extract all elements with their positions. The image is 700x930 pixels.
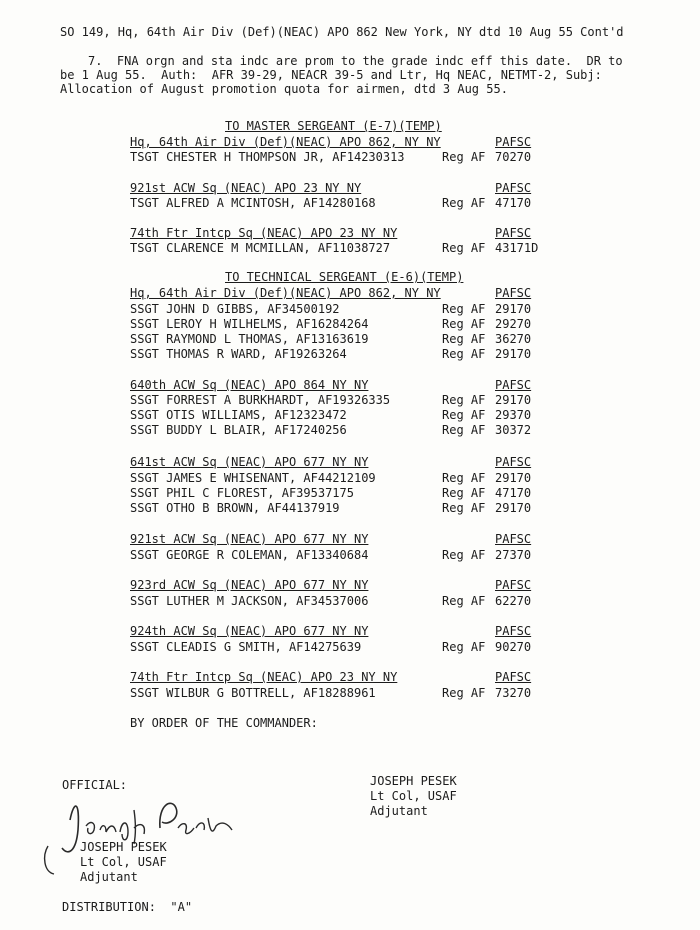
afsc-code: 30372: [495, 423, 532, 437]
roster-row: [130, 332, 550, 346]
airman-name: TSGT CHESTER H THOMPSON JR, AF14230313: [130, 150, 405, 164]
commander-signature-block: [370, 774, 457, 819]
airman-name: SSGT THOMAS R WARD, AF19263264: [130, 347, 347, 361]
airman-name: SSGT JAMES E WHISENANT, AF44212109: [130, 471, 376, 485]
afsc-code: 36270: [495, 332, 532, 346]
afsc-code: 70270: [495, 150, 532, 164]
component: Reg AF: [442, 548, 486, 562]
component: Reg AF: [442, 332, 486, 346]
signer-name: JOSEPH PESEK: [370, 774, 457, 788]
roster-row: [130, 408, 550, 422]
airman-name: SSGT FORREST A BURKHARDT, AF19326335: [130, 393, 391, 407]
official-label: OFFICIAL:: [62, 778, 128, 792]
roster-row: [130, 302, 550, 316]
component: Reg AF: [442, 241, 486, 255]
airman-name: TSGT ALFRED A MCINTOSH, AF14280168: [130, 196, 376, 210]
official-signature-block: [80, 840, 167, 885]
unit-name: 74th Ftr Intcp Sq (NEAC) APO 23 NY NY: [130, 670, 398, 684]
airman-name: TSGT CLARENCE M MCMILLAN, AF11038727: [130, 241, 391, 255]
paragraph-line-1: 7. FNA orgn and sta indc are prom to the grade indc eff this date. DR to: [88, 54, 623, 68]
airman-name: SSGT CLEADIS G SMITH, AF14275639: [130, 640, 362, 654]
unit-name: 74th Ftr Intcp Sq (NEAC) APO 23 NY NY: [130, 226, 398, 240]
order-header: SO 149, Hq, 64th Air Div (Def)(NEAC) APO 862 New York, NY dtd 10 Aug 55 Cont'd: [60, 25, 624, 39]
airman-name: SSGT PHIL C FLOREST, AF39537175: [130, 486, 354, 500]
section-title-technical-sergeant: TO TECHNICAL SERGEANT (E-6)(TEMP): [225, 270, 464, 284]
component: Reg AF: [442, 471, 486, 485]
component: Reg AF: [442, 594, 486, 608]
by-order-line: BY ORDER OF THE COMMANDER:: [130, 716, 318, 730]
unit-name: Hq, 64th Air Div (Def)(NEAC) APO 862, NY NY: [130, 135, 441, 149]
component: Reg AF: [442, 486, 486, 500]
afsc-code: 29370: [495, 408, 532, 422]
component: Reg AF: [442, 686, 486, 700]
afsc-code: 29170: [495, 347, 532, 361]
component: Reg AF: [442, 423, 486, 437]
signer-title: Adjutant: [370, 804, 428, 818]
roster-row: [130, 393, 550, 407]
unit-name: 640th ACW Sq (NEAC) APO 864 NY NY: [130, 378, 369, 392]
component: Reg AF: [442, 196, 486, 210]
component: Reg AF: [442, 347, 486, 361]
unit-name: 921st ACW Sq (NEAC) APO 23 NY NY: [130, 181, 362, 195]
afsc-code: 43171D: [495, 241, 539, 255]
roster-row: [130, 317, 550, 331]
afsc-code: 29270: [495, 317, 532, 331]
afsc-label: PAFSC: [495, 378, 532, 392]
afsc-code: 90270: [495, 640, 532, 654]
afsc-label: PAFSC: [495, 286, 532, 300]
roster-row: [130, 423, 550, 437]
unit-name: 924th ACW Sq (NEAC) APO 677 NY NY: [130, 624, 369, 638]
roster-row: [130, 486, 550, 500]
component: Reg AF: [442, 408, 486, 422]
roster-row: [130, 686, 550, 700]
afsc-label: PAFSC: [495, 226, 532, 240]
signer-name: JOSEPH PESEK: [80, 840, 167, 854]
afsc-label: PAFSC: [495, 532, 532, 546]
unit-name: 923rd ACW Sq (NEAC) APO 677 NY NY: [130, 578, 369, 592]
airman-name: SSGT LEROY H WILHELMS, AF16284264: [130, 317, 369, 331]
afsc-code: 27370: [495, 548, 532, 562]
airman-name: SSGT LUTHER M JACKSON, AF34537006: [130, 594, 369, 608]
component: Reg AF: [442, 393, 486, 407]
afsc-code: 29170: [495, 471, 532, 485]
afsc-code: 29170: [495, 393, 532, 407]
roster-row: [130, 594, 550, 608]
airman-name: SSGT OTHO B BROWN, AF44137919: [130, 501, 340, 515]
roster-row: [130, 640, 550, 654]
airman-name: SSGT OTIS WILLIAMS, AF12323472: [130, 408, 347, 422]
roster-row: [130, 196, 550, 210]
afsc-label: PAFSC: [495, 578, 532, 592]
afsc-label: PAFSC: [495, 181, 532, 195]
afsc-code: 47170: [495, 196, 532, 210]
component: Reg AF: [442, 501, 486, 515]
afsc-code: 29170: [495, 302, 532, 316]
signer-rank: Lt Col, USAF: [370, 789, 457, 803]
paragraph-line-3: Allocation of August promotion quota for airmen, dtd 3 Aug 55.: [60, 82, 508, 96]
afsc-code: 62270: [495, 594, 532, 608]
afsc-code: 47170: [495, 486, 532, 500]
airman-name: SSGT WILBUR G BOTTRELL, AF18288961: [130, 686, 376, 700]
unit-name: 921st ACW Sq (NEAC) APO 677 NY NY: [130, 532, 369, 546]
section-title-master-sergeant: TO MASTER SERGEANT (E-7)(TEMP): [225, 119, 442, 133]
roster-row: [130, 471, 550, 485]
paragraph-line-2: be 1 Aug 55. Auth: AFR 39-29, NEACR 39-5 and Ltr, Hq NEAC, NETMT-2, Subj:: [60, 68, 602, 82]
afsc-code: 73270: [495, 686, 532, 700]
afsc-label: PAFSC: [495, 624, 532, 638]
afsc-label: PAFSC: [495, 135, 532, 149]
roster-row: [130, 501, 550, 515]
signer-title: Adjutant: [80, 870, 138, 884]
component: Reg AF: [442, 640, 486, 654]
roster-row: [130, 548, 550, 562]
component: Reg AF: [442, 302, 486, 316]
roster-row: [130, 150, 550, 164]
afsc-label: PAFSC: [495, 455, 532, 469]
airman-name: SSGT GEORGE R COLEMAN, AF13340684: [130, 548, 369, 562]
afsc-code: 29170: [495, 501, 532, 515]
distribution-line: DISTRIBUTION: "A": [62, 900, 193, 914]
roster-row: [130, 241, 550, 255]
unit-name: 641st ACW Sq (NEAC) APO 677 NY NY: [130, 455, 369, 469]
component: Reg AF: [442, 150, 486, 164]
airman-name: SSGT BUDDY L BLAIR, AF17240256: [130, 423, 347, 437]
component: Reg AF: [442, 317, 486, 331]
airman-name: SSGT RAYMOND L THOMAS, AF13163619: [130, 332, 369, 346]
unit-name: Hq, 64th Air Div (Def)(NEAC) APO 862, NY NY: [130, 286, 441, 300]
airman-name: SSGT JOHN D GIBBS, AF34500192: [130, 302, 340, 316]
signer-rank: Lt Col, USAF: [80, 855, 167, 869]
roster-row: [130, 347, 550, 361]
afsc-label: PAFSC: [495, 670, 532, 684]
